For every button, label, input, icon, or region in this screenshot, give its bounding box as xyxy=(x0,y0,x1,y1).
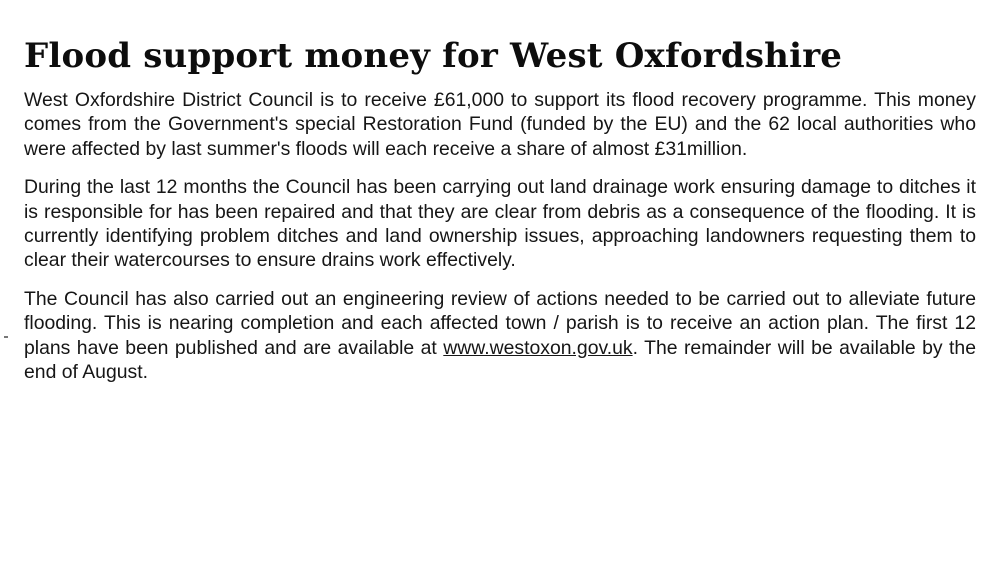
article-headline: Flood support money for West Oxfordshire xyxy=(24,36,843,76)
paragraph-drainage-work: During the last 12 months the Council has been carrying out land drainage work ensuring damage to ditches it is responsible for has been repaired and that they are clear from debris as a consequence of the flooding. It is currently identifying problem ditches and land ownership issues, approaching landowners requesting them to clear their watercourses to ensure drains work effectively. xyxy=(24,176,976,272)
paragraph-review-ending: . The remainder will be available by the end of August. xyxy=(24,336,976,384)
paragraph-funding: West Oxfordshire District Council is to receive £61,000 to support its flood recovery programme. This money comes from the Government's special Restoration Fund (funded by the EU) and the 62 local authorities who were affected by last summer's floods will each receive a share of almost £31million. xyxy=(24,89,976,160)
paragraph-engineering-review xyxy=(24,287,976,385)
scan-artifact-mark xyxy=(4,336,8,338)
council-website-link[interactable]: www.westoxon.gov.uk xyxy=(443,336,633,359)
paragraph-review-text: The Council has also carried out an engineering review of actions needed to be carried out to alleviate future flooding. This is nearing completion and each affected town / parish is to receive an action plan. The first 12 plans have been published and are available at xyxy=(24,287,976,359)
article xyxy=(24,34,976,398)
